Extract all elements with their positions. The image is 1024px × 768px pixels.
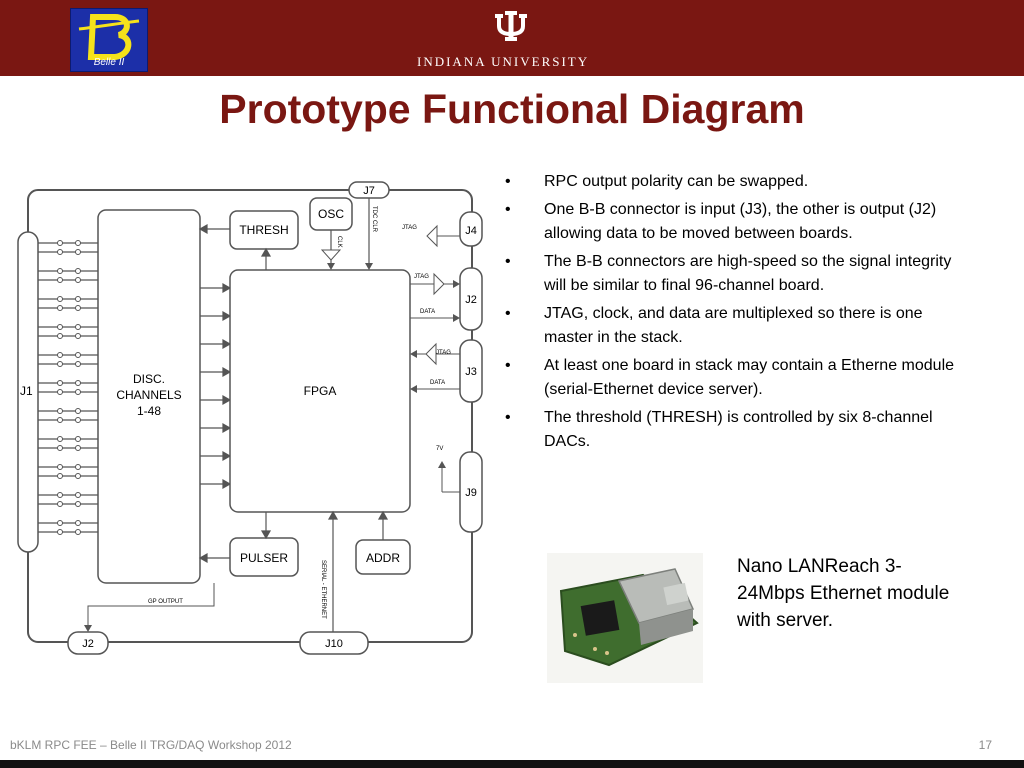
bullet-text: At least one board in stack may contain a Etherne module (serial-Ethernet device server). [544, 357, 955, 398]
belle-logo-text: Belle II [93, 57, 125, 68]
bottom-bar [0, 760, 1024, 768]
page-number: 17 [978, 738, 992, 752]
j10-label: J10 [325, 638, 343, 650]
iu-trident-icon [494, 10, 528, 47]
bullet-marker: • [505, 409, 511, 426]
slide-title: Prototype Functional Diagram [219, 86, 805, 132]
fpga-label: FPGA [303, 384, 337, 398]
gp-output-label: GP OUTPUT [148, 599, 183, 605]
university-name: INDIANA UNIVERSITY [417, 54, 590, 69]
thresh-label: THRESH [239, 223, 289, 237]
bullet-item [505, 198, 975, 246]
tdc-clr-label: TDC CLR [371, 206, 377, 233]
data-label-j2: DATA [420, 309, 436, 315]
j2-right-label: J2 [465, 294, 477, 306]
bullet-item [505, 170, 975, 194]
bullet-text: The threshold (THRESH) is controlled by six 8-channel DACs. [544, 409, 933, 450]
bullet-text: One B-B connector is input (J3), the other is output (J2) allowing data to be moved between boards. [544, 201, 937, 242]
bullet-text: The B-B connectors are high-speed so the signal integrity will be similar to final 96-channel board. [544, 253, 952, 294]
footer-text: bKLM RPC FEE – Belle II TRG/DAQ Workshop 2012 [10, 738, 292, 752]
bullet-marker: • [505, 305, 511, 322]
data-label-j3: DATA [430, 380, 446, 386]
photo-caption: Nano LANReach 3-24Mbps Ethernet module with server. [737, 556, 950, 631]
7v-label: 7V [436, 446, 444, 452]
jtag-label-j2: JTAG [414, 274, 429, 280]
bullet-text: RPC output polarity can be swapped. [544, 173, 809, 190]
bullet-item [505, 302, 975, 350]
j2-bottom-label: J2 [82, 638, 94, 650]
j3-label: J3 [465, 366, 477, 378]
j1-label: J1 [20, 384, 33, 398]
disc-label-3: 1-48 [136, 404, 162, 418]
jtag-label-j4: JTAG [402, 225, 417, 231]
functional-diagram [14, 178, 489, 660]
disc-label-2: CHANNELS [116, 388, 182, 402]
belle-ii-logo [70, 8, 148, 72]
bullet-marker: • [505, 173, 511, 190]
j7-label: J7 [363, 185, 375, 197]
pulser-label: PULSER [239, 551, 289, 565]
header-bar [0, 0, 1024, 76]
bullet-marker: • [505, 201, 511, 218]
bullet-list [505, 170, 975, 458]
addr-label: ADDR [365, 551, 401, 565]
j9-label: J9 [465, 487, 477, 499]
osc-label: OSC [317, 207, 345, 221]
jtag-label-j3: JTAG [436, 350, 451, 356]
clk-label: CLK [336, 236, 342, 248]
serial-ethernet-label: SERIAL - ETHERNET [320, 560, 326, 619]
bullet-item [505, 250, 975, 298]
ethernet-module-photo [547, 553, 703, 683]
bullet-marker: • [505, 253, 511, 270]
bullet-marker: • [505, 357, 511, 374]
disc-label-1: DISC. [132, 372, 166, 386]
bullet-text: JTAG, clock, and data are multiplexed so there is one master in the stack. [544, 305, 923, 346]
j4-label: J4 [465, 225, 477, 237]
bullet-item [505, 406, 975, 454]
bullet-item [505, 354, 975, 402]
